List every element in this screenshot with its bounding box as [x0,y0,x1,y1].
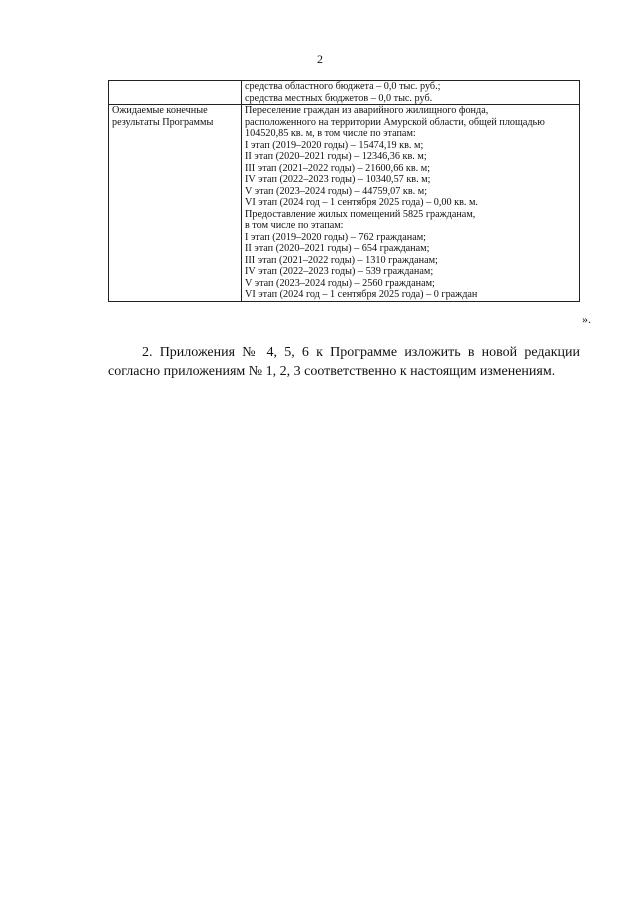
program-table [108,80,580,302]
table-line: VI этап (2024 год – 1 сентября 2025 года) – 0 граждан [245,289,478,300]
table-row [109,105,580,302]
closing-quote: ». [582,312,591,326]
table-line: II этап (2020–2021 годы) – 12346,36 кв. м; [245,151,427,162]
table-line: средства областного бюджета – 0,0 тыс. руб.; [245,81,441,92]
table-cell-label [109,105,242,302]
table-label-line: Ожидаемые конечные [112,105,208,116]
table-line: I этап (2019–2020 годы) – 15474,19 кв. м; [245,139,424,151]
table-line: I этап (2019–2020 годы) – 762 гражданам; [245,231,427,243]
table-line: Предоставление жилых помещений 5825 гражданам, [245,208,476,220]
table-line: III этап (2021–2022 годы) – 1310 гражданам; [245,254,438,266]
table-line: VI этап (2024 год – 1 сентября 2025 года) – 0,00 кв. м. [245,197,478,208]
table-line: расположенного на территории Амурской области, общей площадью [245,116,545,128]
table-line: IV этап (2022–2023 годы) – 10340,57 кв. м; [245,174,431,185]
table-line: V этап (2023–2024 годы) – 44759,07 кв. м; [245,185,428,197]
table-line: V этап (2023–2024 годы) – 2560 гражданам; [245,277,435,289]
table-line: IV этап (2022–2023 годы) – 539 гражданам; [245,266,434,277]
table-row [109,81,580,105]
table-cell-label [109,81,242,105]
table-line: средства местных бюджетов – 0,0 тыс. руб. [245,92,433,104]
table-label-line: результаты Программы [112,116,214,128]
table-line: 104520,85 кв. м, в том числе по этапам: [245,128,416,139]
table-line: III этап (2021–2022 годы) – 21600,66 кв. м; [245,162,431,174]
page-number: 2 [317,52,323,66]
table-cell-content [242,81,580,105]
table-line: Переселение граждан из аварийного жилищного фонда, [245,105,489,116]
table-line: II этап (2020–2021 годы) – 654 гражданам; [245,243,430,254]
table-cell-content [242,105,580,302]
table-line: в том числе по этапам: [245,220,344,231]
amendment-paragraph: 2. Приложения № 4, 5, 6 к Программе изложить в новой редакции согласно приложениям № 1, 2, 3 соответственно к настоящим изменениям. [108,345,580,379]
